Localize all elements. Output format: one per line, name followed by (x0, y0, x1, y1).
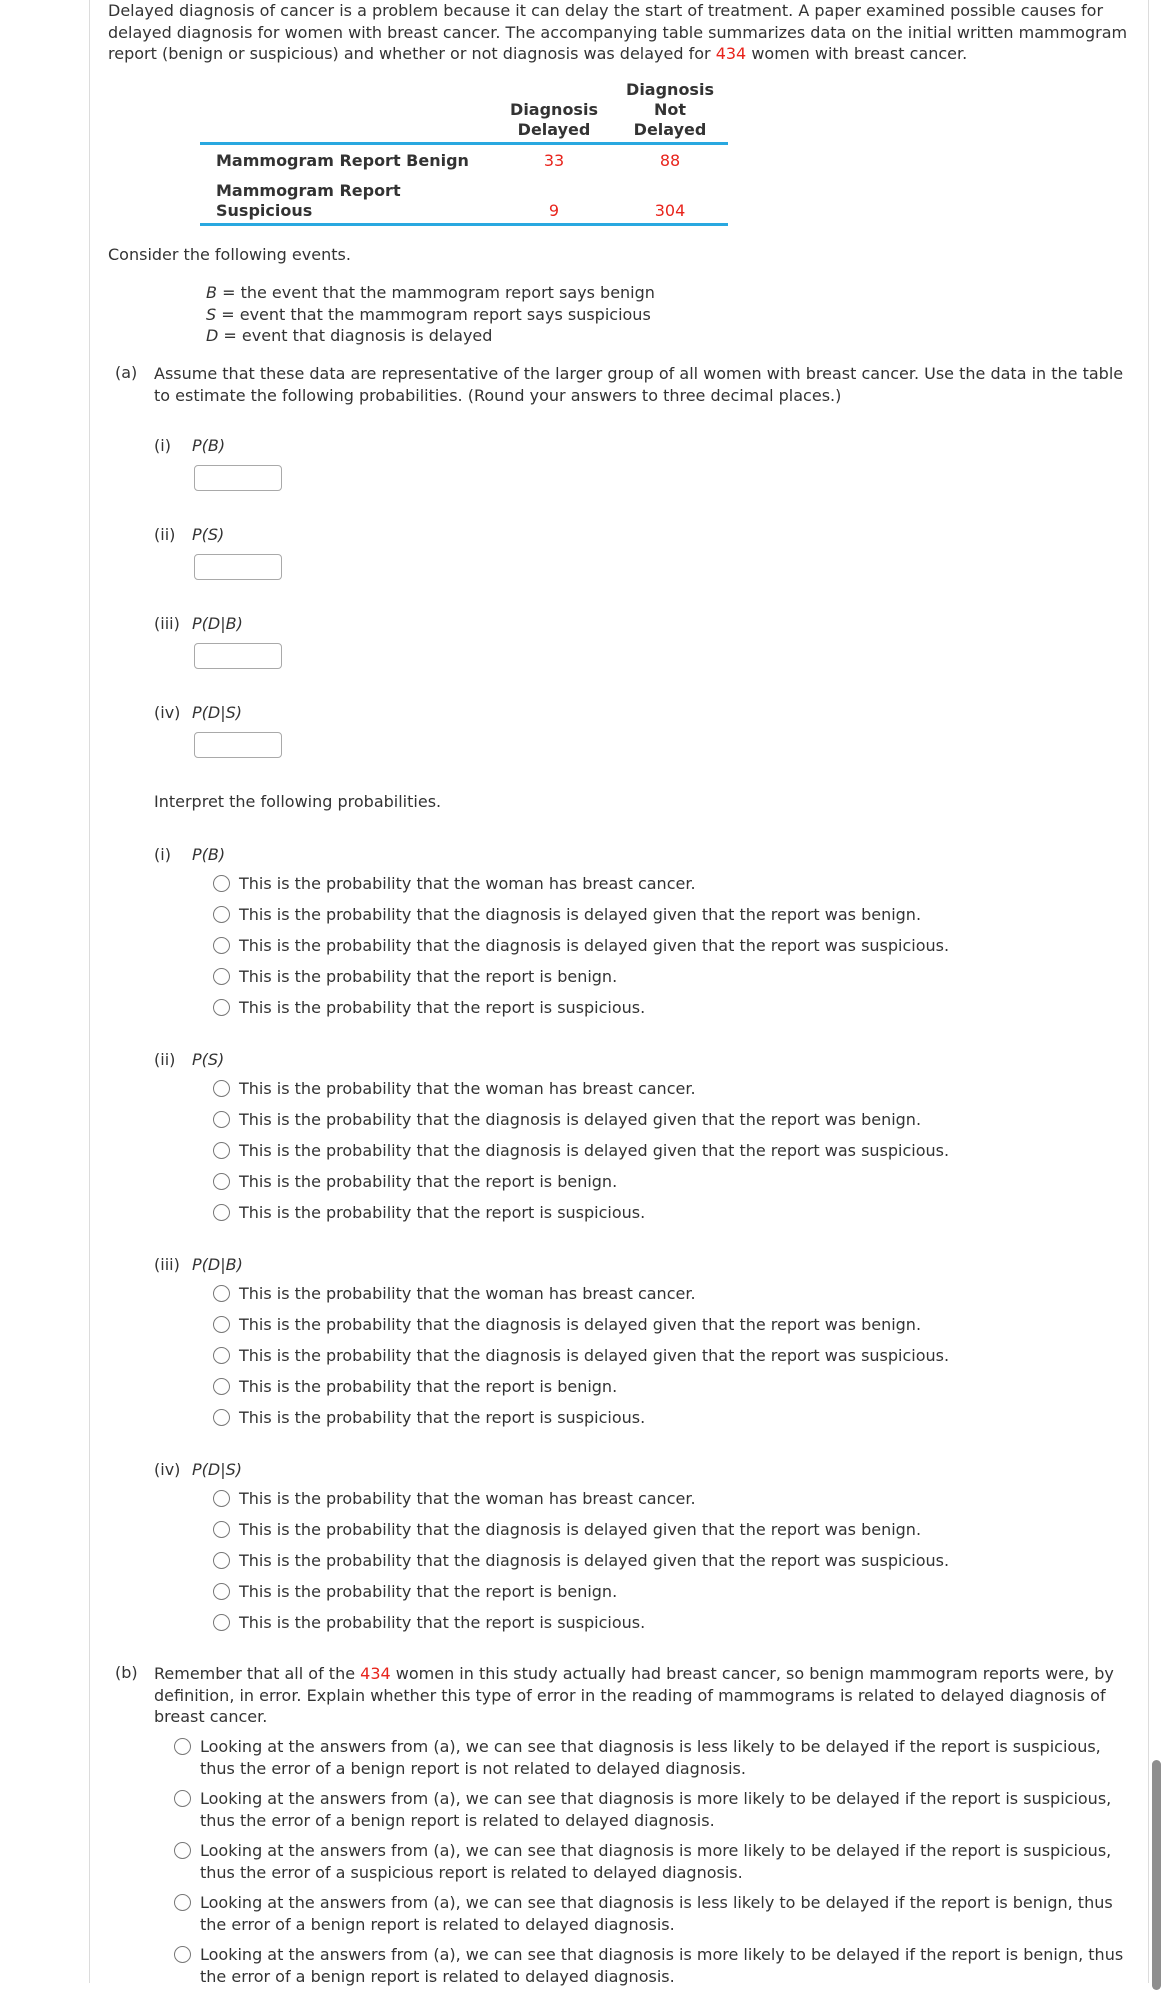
interp-label-ps: (ii) P(S) (154, 1050, 225, 1069)
question-label-pb: (i) P(B) (154, 436, 226, 455)
question-page (89, 0, 1149, 1986)
table-corner (200, 80, 496, 144)
radio-circle[interactable] (213, 968, 230, 985)
interp-label-pb: (i) P(B) (154, 845, 226, 864)
cell-benign-not-delayed: 88 (612, 144, 728, 176)
radio-circle[interactable] (174, 1790, 191, 1807)
radio-option[interactable]: This is the probability that the woman has breast cancer. (213, 1078, 696, 1100)
scrollbar-thumb[interactable] (1152, 1760, 1161, 1990)
radio-option[interactable]: This is the probability that the diagnosis is delayed given that the report was benign. (213, 1314, 921, 1336)
cell-benign-delayed: 33 (496, 144, 612, 176)
answer-input-pds[interactable] (194, 732, 282, 758)
question-label-pds: (iv) P(D|S) (154, 703, 242, 722)
part-b-label: (b) (115, 1663, 138, 1682)
col-header-delayed: Diagnosis Delayed (510, 100, 598, 139)
intro-text-2: women with breast cancer. (746, 44, 968, 63)
radio-circle[interactable] (213, 1409, 230, 1426)
radio-option[interactable]: This is the probability that the report is suspicious. (213, 1407, 645, 1429)
interp-label-pdb: (iii) P(D|B) (154, 1255, 243, 1274)
part-b-count: 434 (360, 1664, 391, 1683)
event-d: D = event that diagnosis is delayed (206, 326, 493, 345)
consider-text: Consider the following events. (108, 245, 351, 264)
radio-option[interactable]: Looking at the answers from (a), we can see that diagnosis is more likely to be delayed if the report is suspicious, thus the error of a benign report is related to delayed diagnosis. (174, 1788, 1134, 1831)
answer-input-pdb[interactable] (194, 643, 282, 669)
intro-count: 434 (715, 44, 747, 63)
radio-option[interactable]: Looking at the answers from (a), we can see that diagnosis is more likely to be delayed if the report is benign, thus the error of a benign report is related to delayed diagnosis. (174, 1944, 1134, 1987)
event-b: B = the event that the mammogram report says benign (206, 283, 655, 302)
radio-circle[interactable] (213, 937, 230, 954)
radio-circle[interactable] (213, 906, 230, 923)
radio-option[interactable]: This is the probability that the diagnosis is delayed given that the report was benign. (213, 904, 921, 926)
radio-circle[interactable] (213, 1552, 230, 1569)
radio-option[interactable]: This is the probability that the diagnosis is delayed given that the report was suspicious. (213, 1140, 949, 1162)
radio-circle[interactable] (213, 1347, 230, 1364)
interp-label-pds: (iv) P(D|S) (154, 1460, 242, 1479)
interpret-text: Interpret the following probabilities. (154, 792, 442, 811)
radio-circle[interactable] (213, 1378, 230, 1395)
radio-option[interactable]: This is the probability that the report is suspicious. (213, 1202, 645, 1224)
answer-input-pb[interactable] (194, 465, 282, 491)
radio-circle[interactable] (213, 1583, 230, 1600)
radio-circle[interactable] (213, 1521, 230, 1538)
radio-option[interactable]: This is the probability that the woman has breast cancer. (213, 873, 696, 895)
radio-circle[interactable] (213, 1142, 230, 1159)
part-a-label: (a) (115, 363, 138, 382)
radio-circle[interactable] (213, 1173, 230, 1190)
col-header-not-delayed: Diagnosis Not Delayed (626, 80, 714, 139)
answer-input-ps[interactable] (194, 554, 282, 580)
radio-circle[interactable] (213, 1316, 230, 1333)
radio-circle[interactable] (213, 1490, 230, 1507)
problem-intro (108, 0, 1133, 65)
cell-suspicious-delayed: 9 (496, 175, 612, 225)
radio-circle[interactable] (213, 1204, 230, 1221)
question-label-ps: (ii) P(S) (154, 525, 225, 544)
table-row (200, 175, 728, 225)
radio-option[interactable]: This is the probability that the report is benign. (213, 966, 617, 988)
radio-circle[interactable] (213, 875, 230, 892)
mammogram-table (200, 80, 728, 226)
radio-option[interactable]: This is the probability that the diagnosis is delayed given that the report was suspicious. (213, 1345, 949, 1367)
radio-circle[interactable] (174, 1842, 191, 1859)
cell-suspicious-not-delayed: 304 (612, 175, 728, 225)
row-label-benign: Mammogram Report Benign (200, 144, 496, 176)
question-label-pdb: (iii) P(D|B) (154, 614, 243, 633)
radio-option[interactable]: This is the probability that the diagnosis is delayed given that the report was suspicious. (213, 935, 949, 957)
radio-circle[interactable] (213, 1614, 230, 1631)
radio-circle[interactable] (174, 1894, 191, 1911)
row-label-suspicious: Mammogram Report Suspicious (200, 175, 496, 225)
radio-circle[interactable] (213, 999, 230, 1016)
radio-circle[interactable] (213, 1080, 230, 1097)
radio-option[interactable]: Looking at the answers from (a), we can see that diagnosis is more likely to be delayed if the report is suspicious, thus the error of a suspicious report is related to delayed diagnosis. (174, 1840, 1134, 1883)
part-a-text: Assume that these data are representative of the larger group of all women with breast cancer. Use the data in the table to estimate the following probabilities. (Round your answers to three decimal places.) (154, 364, 1124, 405)
radio-option[interactable]: This is the probability that the diagnosis is delayed given that the report was suspicious. (213, 1550, 949, 1572)
radio-option[interactable]: This is the probability that the diagnosis is delayed given that the report was benign. (213, 1519, 921, 1541)
radio-option[interactable]: This is the probability that the report is benign. (213, 1581, 617, 1603)
radio-option[interactable]: This is the probability that the diagnosis is delayed given that the report was benign. (213, 1109, 921, 1131)
radio-option[interactable]: This is the probability that the report is benign. (213, 1376, 617, 1398)
part-b-text: Remember that all of the 434 women in this study actually had breast cancer, so benign mammogram reports were, by definition, in error. Explain whether this type of error in the reading of mammograms is related to delayed diagnosis of breast cancer. (154, 1664, 1114, 1726)
intro-text-1: Delayed diagnosis of cancer is a problem because it can delay the start of treatment. A paper examined possible causes for delayed diagnosis for women with breast cancer. The accompanying table summarizes data on the initial written mammogram report (benign or suspicious) and whether or not diagnosis was delayed for (108, 1, 1128, 63)
events-list (206, 282, 655, 347)
radio-circle[interactable] (174, 1946, 191, 1963)
radio-option[interactable]: Looking at the answers from (a), we can see that diagnosis is less likely to be delayed if the report is suspicious, thus the error of a benign report is not related to delayed diagnosis. (174, 1736, 1134, 1779)
radio-option[interactable]: This is the probability that the woman has breast cancer. (213, 1283, 696, 1305)
radio-option[interactable]: Looking at the answers from (a), we can see that diagnosis is less likely to be delayed if the report is benign, thus the error of a benign report is related to delayed diagnosis. (174, 1892, 1134, 1935)
radio-option[interactable]: This is the probability that the woman has breast cancer. (213, 1488, 696, 1510)
table-row (200, 144, 728, 176)
radio-option[interactable]: This is the probability that the report is suspicious. (213, 997, 645, 1019)
event-s: S = event that the mammogram report says suspicious (206, 304, 651, 324)
radio-option[interactable]: This is the probability that the report is suspicious. (213, 1612, 645, 1634)
radio-circle[interactable] (213, 1111, 230, 1128)
radio-option[interactable]: This is the probability that the report is benign. (213, 1171, 617, 1193)
radio-circle[interactable] (174, 1738, 191, 1755)
radio-circle[interactable] (213, 1285, 230, 1302)
